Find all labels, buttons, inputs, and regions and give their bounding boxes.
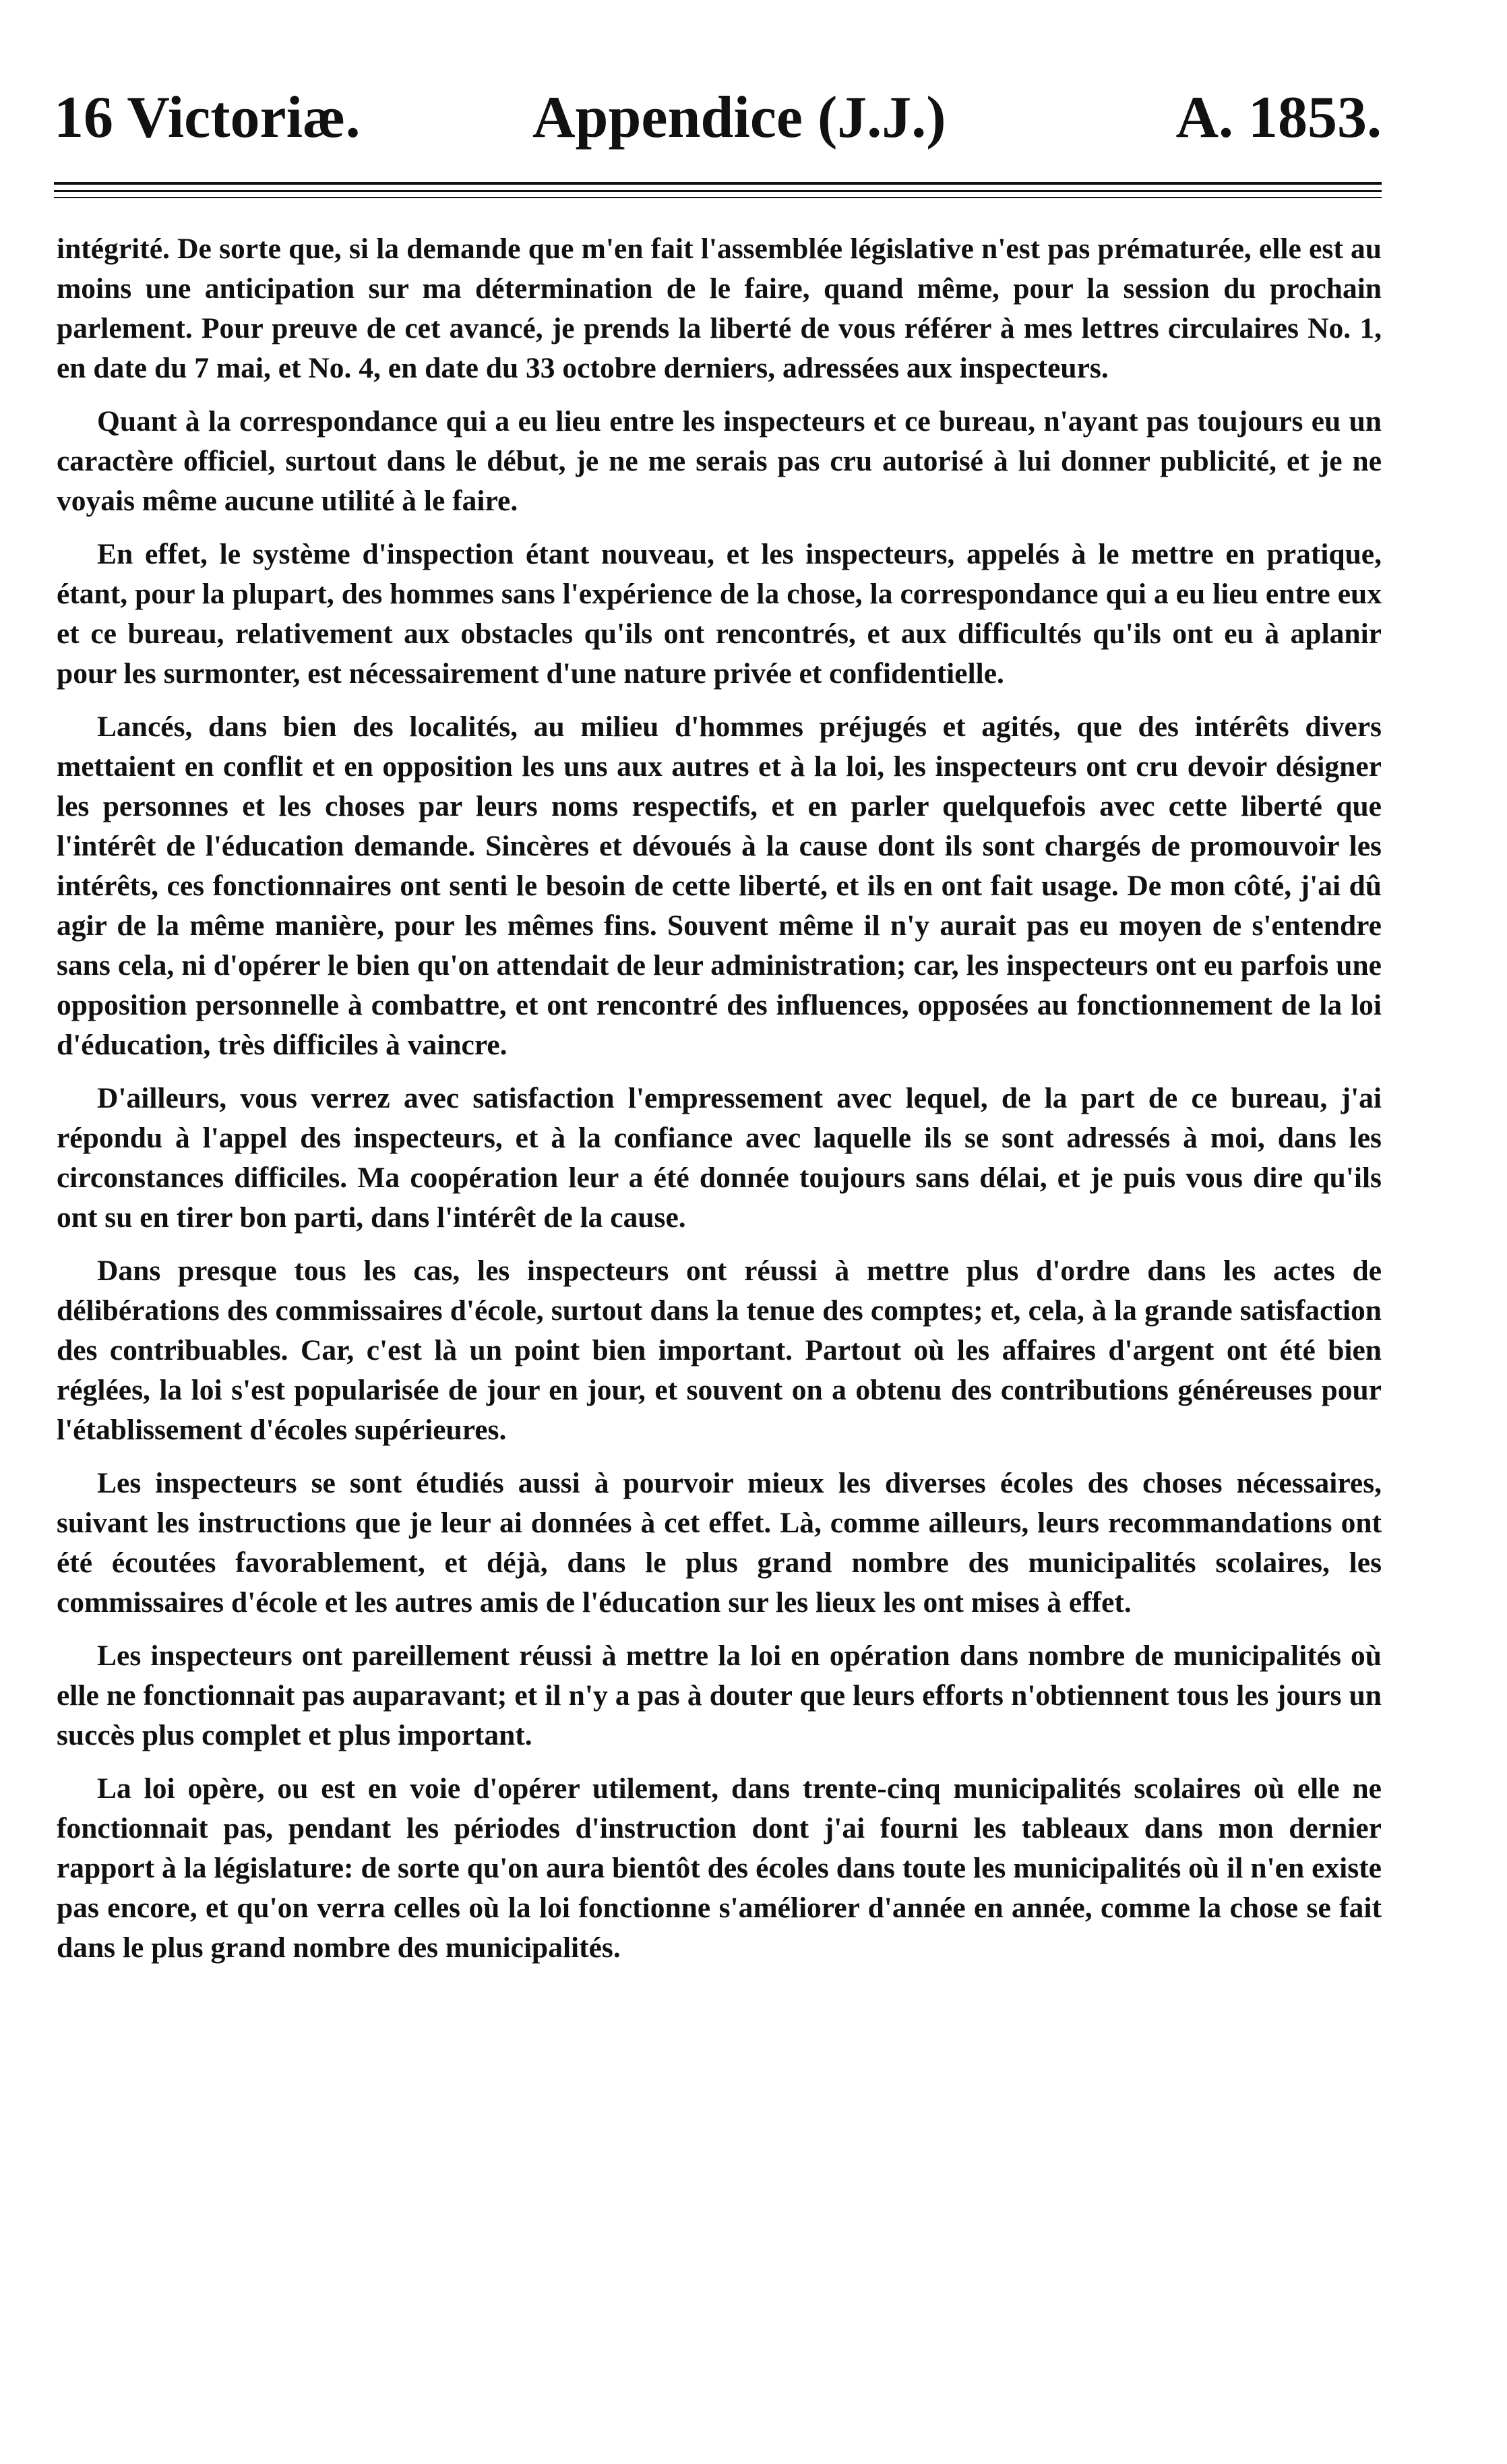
paragraph: Lancés, dans bien des localités, au milieu d'hommes préjugés et agités, que des intérêts divers mettaient en conflit et en opposition les uns aux autres et à la loi, les inspecteurs ont cru devoir désigner les personnes et les choses par leurs noms respectifs, et en parler quelquefois avec cette liberté que l'intérêt de l'éducation demande. Sincères et dévoués à la cause dont ils sont chargés de promouvoir les intérêts, ces fonctionnaires ont senti le besoin de cette liberté, et ils en ont fait usage. De mon côté, j'ai dû agir de la même manière, pour les mêmes fins. Souvent même il n'y aurait pas eu moyen de s'entendre sans cela, ni d'opérer le bien qu'on attendait de leur administration; car, les inspecteurs ont eu parfois une opposition personnelle à combattre, et ont rencontré des influences, opposées au fonctionnement de la loi d'éducation, très difficiles à vaincre. (57, 711, 1382, 1061)
header-appendix: Appendice (J.J.) (532, 85, 946, 150)
paragraph: Les inspecteurs ont pareillement réussi à mettre la loi en opération dans nombre de municipalités où elle ne fonctionnait pas auparavant; et il n'y a pas à douter que leurs efforts n'obtiennent tous les jours un succès plus complet et plus important. (57, 1640, 1382, 1751)
body-text (57, 229, 1382, 2407)
paragraph: Quant à la correspondance qui a eu lieu entre les inspecteurs et ce bureau, n'ayant pas toujours eu un caractère officiel, surtout dans le début, je ne me serais pas cru autorisé à lui donner publicité, et je ne voyais même aucune utilité à le faire. (57, 405, 1382, 517)
header-session: 16 Victoriæ. (54, 85, 361, 150)
header-rule (54, 182, 1382, 185)
page-header (54, 81, 1382, 169)
paragraph: Dans presque tous les cas, les inspecteurs ont réussi à mettre plus d'ordre dans les actes de délibérations des commissaires d'école, surtout dans la tenue des comptes; et, cela, à la grande satisfaction des contribuables. Car, c'est là un point bien important. Partout où les affaires d'argent ont été bien réglées, la loi s'est popularisée de jour en jour, et souvent on a obtenu des contributions généreuses pour l'établissement d'écoles supérieures. (57, 1255, 1382, 1446)
paragraph: La loi opère, ou est en voie d'opérer utilement, dans trente-cinq municipalités scolaires où elle ne fonctionnait pas, pendant les périodes d'instruction dont j'ai fourni les tableaux dans mon dernier rapport à la législature: de sorte qu'on aura bientôt des écoles dans toute les municipalités où il n'en existe pas encore, et qu'on verra celles où la loi fonctionne s'améliorer d'année en année, comme la chose se fait dans le plus grand nombre des municipalités. (57, 1772, 1382, 1964)
paragraph: En effet, le système d'inspection étant nouveau, et les inspecteurs, appelés à le mettre en pratique, étant, pour la plupart, des hommes sans l'expérience de la chose, la correspondance qui a eu lieu entre eux et ce bureau, relativement aux obstacles qu'ils ont rencontrés, et aux difficultés qu'ils ont eu à aplanir pour les surmonter, est nécessairement d'une nature privée et confidentielle. (57, 538, 1382, 690)
paragraph: D'ailleurs, vous verrez avec satisfaction l'empressement avec lequel, de la part de ce bureau, j'ai répondu à l'appel des inspecteurs, et à la confiance avec laquelle ils se sont adressés à moi, dans les circonstances difficiles. Ma coopération leur a été donnée toujours sans délai, et je puis vous dire qu'ils ont su en tirer bon parti, dans l'intérêt de la cause. (57, 1082, 1382, 1234)
header-rule (54, 197, 1382, 198)
paragraph: intégrité. De sorte que, si la demande que m'en fait l'assemblée législative n'est pas prématurée, elle est au moins une anticipation sur ma détermination de le faire, quand même, pour la session du prochain parlement. Pour preuve de cet avancé, je prends la liberté de vous référer à mes lettres circulaires No. 1, en date du 7 mai, et No. 4, en date du 33 octobre derniers, adressées aux inspecteurs. (57, 233, 1382, 384)
header-rule (54, 190, 1382, 192)
paragraph: Les inspecteurs se sont étudiés aussi à pourvoir mieux les diverses écoles des choses nécessaires, suivant les instructions que je leur ai données à cet effet. Là, comme ailleurs, leurs recommandations ont été écoutées favorablement, et déjà, dans le plus grand nombre des municipalités scolaires, les commissaires d'école et les autres amis de l'éducation sur les lieux les ont mises à effet. (57, 1467, 1382, 1619)
header-year: A. 1853. (1175, 85, 1382, 150)
